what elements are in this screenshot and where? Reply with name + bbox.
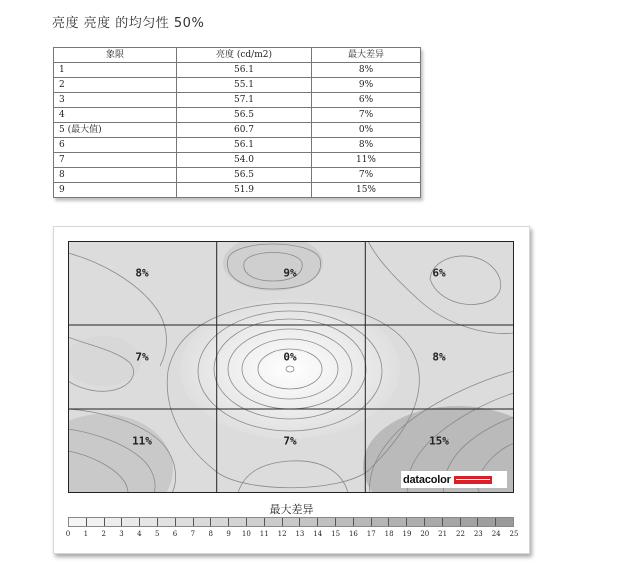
uniformity-map-panel (53, 226, 530, 554)
table-row (54, 63, 421, 78)
colorbar-segment (477, 518, 495, 526)
colorbar-segment (460, 518, 478, 526)
colorbar-segment (86, 518, 104, 526)
colorbar-tick-label: 11 (259, 530, 269, 538)
quadrant-cell: 3 (54, 93, 177, 108)
table-row (54, 138, 421, 153)
colorbar-segment (317, 518, 335, 526)
colorbar-title: 最大差异 (269, 503, 314, 516)
quadrant-label: 15% (429, 434, 449, 448)
table-header-row (54, 48, 421, 63)
colorbar-tick-label: 7 (190, 530, 196, 538)
colorbar-segment (353, 518, 371, 526)
colorbar-tick-label: 16 (348, 530, 358, 538)
bright-center-region (180, 299, 400, 439)
colorbar-ticks (65, 530, 519, 542)
luminance-cell: 56.1 (177, 138, 312, 153)
colorbar-tick-label: 2 (101, 530, 106, 538)
difference-cell: 15% (312, 183, 421, 198)
colorbar-tick-label: 8 (208, 530, 213, 538)
colorbar-tick-label: 20 (420, 530, 430, 538)
luminance-cell: 54.0 (177, 153, 312, 168)
colorbar-segment (69, 518, 86, 526)
luminance-cell: 51.9 (177, 183, 312, 198)
quadrant-label: 7% (283, 434, 297, 448)
colorbar-segment (104, 518, 122, 526)
colorbar-tick-label: 23 (473, 530, 483, 538)
colorbar-segment (246, 518, 264, 526)
quadrant-cell: 6 (54, 138, 177, 153)
difference-cell: 6% (312, 93, 421, 108)
quadrant-cell: 8 (54, 168, 177, 183)
table-row (54, 153, 421, 168)
quadrant-label: 0% (283, 350, 297, 364)
colorbar-segment (139, 518, 157, 526)
luminance-cell: 56.5 (177, 108, 312, 123)
colorbar-tick-label: 18 (384, 530, 394, 538)
quadrant-label: 11% (132, 434, 152, 448)
colorbar-tick-label: 22 (456, 530, 465, 538)
colorbar-segment (121, 518, 139, 526)
difference-cell: 8% (312, 63, 421, 78)
quadrant-label: 8% (432, 350, 446, 364)
colorbar-segment (282, 518, 300, 526)
quadrant-cell: 9 (54, 183, 177, 198)
quadrant-cell: 4 (54, 108, 177, 123)
logo-text: datacolor (403, 473, 451, 486)
colorbar-tick-label: 5 (154, 530, 160, 538)
difference-cell: 9% (312, 78, 421, 93)
colorbar-tick-label: 21 (438, 530, 448, 538)
colorbar-tick-label: 0 (65, 530, 71, 538)
colorbar-segment (175, 518, 193, 526)
quadrant-cell: 2 (54, 78, 177, 93)
colorbar-tick-label: 12 (277, 530, 287, 538)
colorbar-tick-label: 17 (366, 530, 376, 538)
luminance-cell: 57.1 (177, 93, 312, 108)
quadrant-cell: 7 (54, 153, 177, 168)
luminance-cell: 55.1 (177, 78, 312, 93)
difference-cell: 11% (312, 153, 421, 168)
colorbar-segment (264, 518, 282, 526)
luminance-cell: 60.7 (177, 123, 312, 138)
colorbar-tick-label: 25 (509, 530, 519, 538)
colorbar-tick-label: 10 (241, 530, 251, 538)
table-row (54, 78, 421, 93)
datacolor-logo (401, 471, 507, 488)
uniformity-table-container (53, 47, 421, 198)
colorbar (68, 517, 514, 527)
header-quadrant: 象限 (54, 48, 177, 63)
header-max-difference: 最大差异 (312, 48, 421, 63)
table-row (54, 168, 421, 183)
logo-accent-bar (454, 476, 492, 484)
table-row (54, 183, 421, 198)
mid-region-left (68, 336, 141, 386)
colorbar-segment (228, 518, 246, 526)
colorbar-tick-label: 13 (295, 530, 305, 538)
colorbar-segment (210, 518, 228, 526)
difference-cell: 7% (312, 108, 421, 123)
difference-cell: 8% (312, 138, 421, 153)
difference-cell: 7% (312, 168, 421, 183)
colorbar-segment (424, 518, 442, 526)
colorbar-tick-label: 15 (331, 530, 341, 538)
quadrant-label: 6% (432, 266, 446, 280)
quadrant-label: 9% (283, 266, 297, 280)
table-row (54, 123, 421, 138)
difference-cell: 0% (312, 123, 421, 138)
quadrant-label: 8% (135, 266, 149, 280)
colorbar-segment (388, 518, 406, 526)
table-row (54, 108, 421, 123)
quadrant-cell: 1 (54, 63, 177, 78)
luminance-cell: 56.1 (177, 63, 312, 78)
colorbar-tick-label: 6 (172, 530, 178, 538)
quadrant-label: 7% (135, 350, 149, 364)
colorbar-tick-label: 24 (491, 530, 501, 538)
page-title: 亮度 亮度 的均匀性 50% (52, 16, 205, 31)
quadrant-cell: 5 (最大值) (54, 123, 177, 138)
colorbar-segment (335, 518, 353, 526)
colorbar-tick-label: 3 (119, 530, 124, 538)
colorbar-segment (442, 518, 460, 526)
colorbar-segment (299, 518, 317, 526)
uniformity-table (53, 47, 421, 198)
colorbar-segment (157, 518, 175, 526)
header-luminance: 亮度 (cd/m2) (177, 48, 312, 63)
colorbar-tick-label: 4 (137, 530, 142, 538)
colorbar-segment (495, 518, 513, 526)
colorbar-tick-label: 14 (313, 530, 323, 538)
table-row (54, 93, 421, 108)
colorbar-segment (193, 518, 211, 526)
colorbar-segment (406, 518, 424, 526)
colorbar-tick-label: 19 (402, 530, 412, 538)
colorbar-segment (371, 518, 389, 526)
colorbar-tick-label: 1 (83, 530, 89, 538)
luminance-cell: 56.5 (177, 168, 312, 183)
colorbar-tick-label: 9 (226, 530, 231, 538)
